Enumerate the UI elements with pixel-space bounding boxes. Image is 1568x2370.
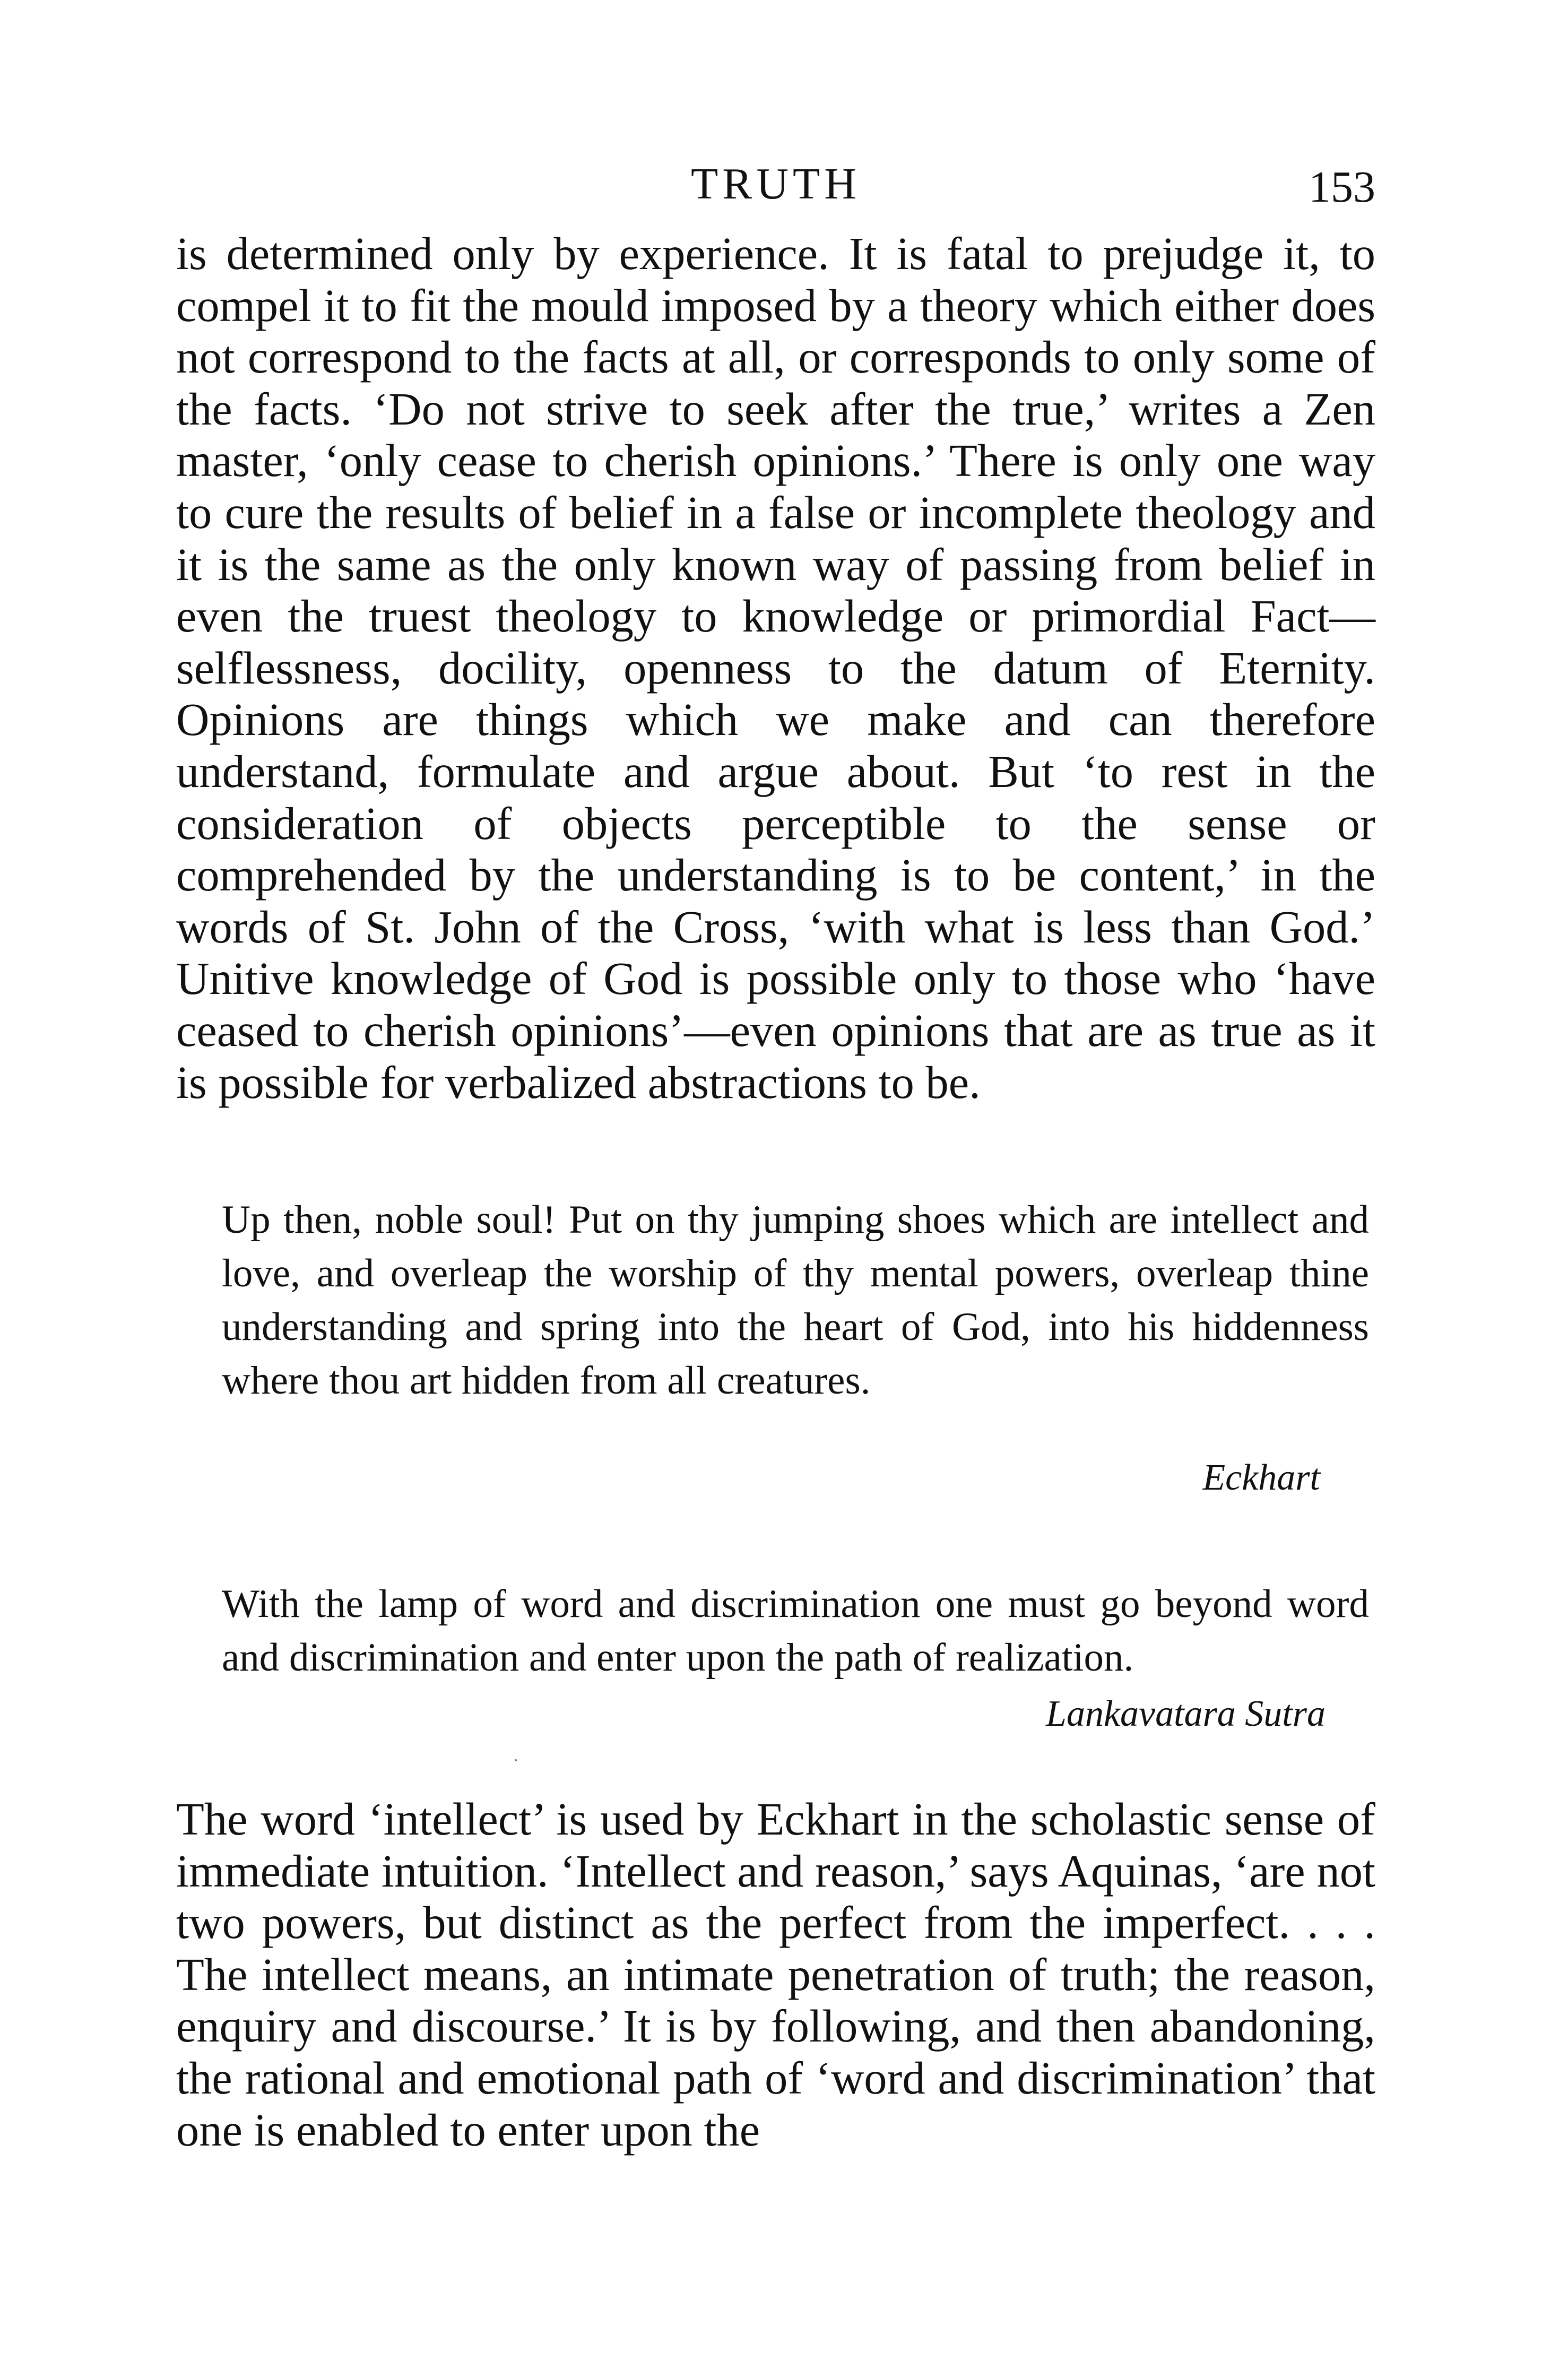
page-number: 153 (1309, 162, 1375, 212)
quote-attribution: Lankavatara Sutra (1046, 1693, 1326, 1734)
running-title: TRUTH (691, 159, 861, 209)
block-quote: Up then, noble soul! Put on thy jumping shoes which are intellect and love, and overleap the worship of thy mental powers, overleap thine understanding and spring into the heart of God, into his hiddenness where thou art hidden from all creatures. (222, 1198, 1369, 1403)
body-paragraph: is determined only by experience. It is fatal to prejudge it, to compel it to fit the mould imposed by a theory which either does not correspond to the facts at all, or corresponds to only some of the facts. ‘Do not strive to seek after the true,’ writes a Zen master, ‘only cease to cherish opinions.’ There is only one way to cure the results of belief in a false or incomplete theology and it is the same as the only known way of passing from belief in even the truest theology to knowledge or primordial Fact—selflessness, docility, openness to the datum of Eternity. Opinions are things which we make and can therefore understand, formulate and argue about. But ‘to rest in the consideration of objects perceptible to the sense or comprehended by the understanding is to be content,’ in the words of St. John of the Cross, ‘with what is less than God.’ Unitive knowledge of God is possible only to those who ‘have ceased to cherish opinions’—even opinions that are as true as it is possible for verbalized abstractions to be. (176, 228, 1375, 1108)
block-quote: With the lamp of word and discrimination one must go beyond word and discrimination and enter upon the path of realization. (222, 1582, 1369, 1680)
section-divider (515, 1759, 517, 1761)
body-paragraph: The word ‘intellect’ is used by Eckhart in the scholastic sense of immediate intuition. ‘Intellect and reason,’ says Aquinas, ‘are not two powers, but distinct as the perfect from the imperfect. . . . The intellect means, an intimate penetration of truth; the reason, enquiry and discourse.’ It is by following, and then abandoning, the rational and emotional path of ‘word and discrimination’ that one is enabled to enter upon the (176, 1794, 1375, 2156)
running-head (176, 155, 1375, 213)
quote-attribution: Eckhart (1202, 1457, 1320, 1498)
